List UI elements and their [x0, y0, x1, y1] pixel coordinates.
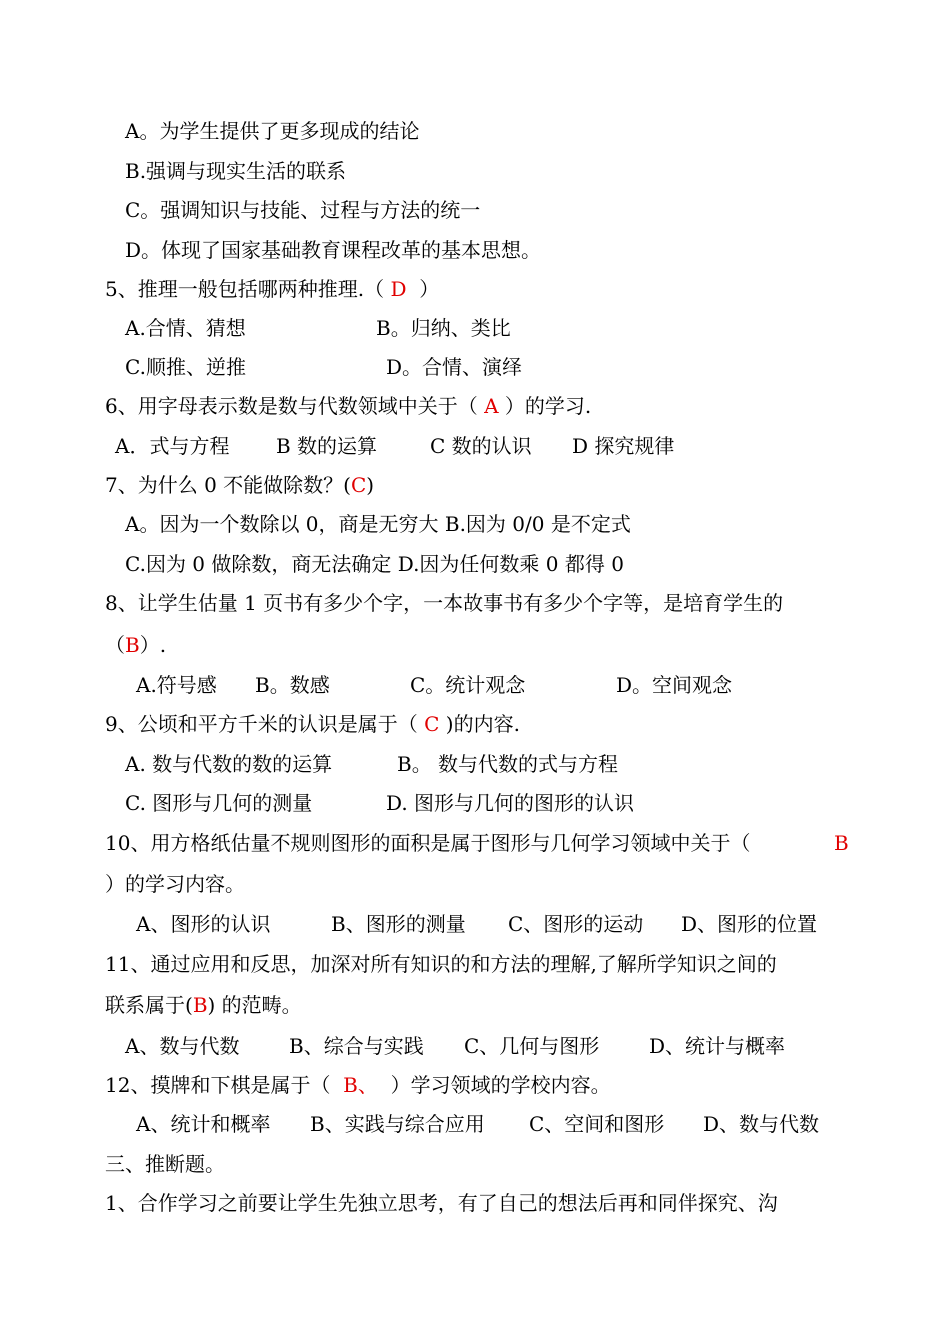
line-text: A.合情、猜想 — [125, 316, 246, 340]
text-line — [386, 355, 522, 379]
text-line — [136, 912, 270, 936]
line-text: 10、用方格纸估量不规则图形的面积是属于图形与几何学习领域中关于（ — [105, 831, 751, 855]
text-line — [105, 633, 166, 657]
line-text: B 数的运算 — [276, 434, 378, 458]
text-line — [105, 277, 439, 301]
line-text: A.符号感 — [136, 673, 217, 697]
line-text: B.强调与现实生活的联系 — [125, 159, 347, 183]
line-suffix: ）的学习. — [498, 394, 592, 418]
text-line — [105, 831, 750, 855]
line-text: D。合情、演绎 — [386, 355, 523, 379]
line-text: C、空间和图形 — [529, 1112, 665, 1136]
text-line — [397, 752, 618, 776]
line-text: 三、推断题。 — [105, 1152, 225, 1176]
line-text: C、图形的运动 — [508, 912, 644, 936]
line-text: C、几何与图形 — [464, 1034, 600, 1058]
text-line — [136, 1112, 270, 1136]
text-line — [649, 1034, 785, 1058]
text-line — [105, 394, 591, 418]
line-text: 12、摸牌和下棋是属于（ — [105, 1073, 344, 1097]
text-line — [125, 552, 624, 576]
line-suffix: ） — [406, 277, 440, 301]
answer-mark: B — [192, 993, 208, 1017]
answer-mark: B、 — [343, 1073, 378, 1097]
text-line — [376, 316, 511, 340]
text-line — [115, 434, 229, 458]
line-text: B。 数与代数的式与方程 — [397, 752, 619, 776]
text-line — [331, 912, 466, 936]
line-text: B、实践与综合应用 — [310, 1112, 485, 1136]
text-line — [276, 434, 377, 458]
line-suffix: ）. — [139, 633, 167, 657]
line-text: C。统计观念 — [410, 673, 526, 697]
line-text: 6、用字母表示数是数与代数领域中关于（ — [105, 394, 485, 418]
line-text: D. 图形与几何的图形的认识 — [386, 791, 635, 815]
text-line — [125, 752, 332, 776]
text-line — [572, 434, 674, 458]
answer-mark: C — [350, 473, 367, 497]
line-text: D。空间观念 — [616, 673, 733, 697]
line-text: 11、通过应用和反思，加深对所有知识的和方法的理解,了解所学知识之间的 — [105, 952, 777, 976]
line-text: C. 图形与几何的测量 — [125, 791, 313, 815]
text-line — [125, 198, 480, 222]
text-line — [105, 1191, 778, 1215]
line-suffix: ）学习领域的学校内容。 — [377, 1073, 611, 1097]
line-text: A、图形的认识 — [136, 912, 271, 936]
line-text: A．式与方程 — [115, 434, 230, 458]
line-text: B、图形的测量 — [331, 912, 466, 936]
text-line — [529, 1112, 664, 1136]
line-text: D、数与代数 — [703, 1112, 820, 1136]
line-text: D。体现了国家基础教育课程改革的基本思想。 — [125, 238, 542, 262]
text-line — [508, 912, 643, 936]
text-line — [386, 791, 634, 815]
line-suffix: ) — [366, 473, 375, 497]
text-line — [105, 872, 245, 896]
text-line — [125, 791, 312, 815]
text-line — [125, 512, 631, 536]
line-text: ）的学习内容。 — [105, 872, 245, 896]
line-text: C.因为 0 做除数，商无法确定 D.因为任何数乘 0 都得 0 — [125, 552, 624, 576]
line-text: 9、公顷和平方千米的认识是属于（ — [105, 712, 425, 736]
answer-mark: B — [125, 633, 140, 657]
line-text: D、图形的位置 — [681, 912, 818, 936]
line-text: C.顺推、逆推 — [125, 355, 246, 379]
text-line — [105, 1152, 225, 1176]
text-line — [105, 993, 302, 1017]
line-text: A。为学生提供了更多现成的结论 — [125, 119, 420, 143]
line-text: A、数与代数 — [125, 1034, 240, 1058]
text-line — [255, 673, 330, 697]
line-text: B。数感 — [255, 673, 330, 697]
text-line — [125, 159, 346, 183]
text-line — [105, 1073, 611, 1097]
line-text: （ — [105, 633, 125, 657]
answer-mark: A — [484, 394, 499, 418]
text-line — [105, 712, 520, 736]
text-line — [125, 355, 246, 379]
line-suffix: ) 的范畴。 — [207, 993, 302, 1017]
text-line — [834, 831, 849, 855]
line-text: B。归纳、类比 — [376, 316, 511, 340]
text-line — [410, 673, 525, 697]
text-line — [430, 434, 532, 458]
line-text: C。强调知识与技能、过程与方法的统一 — [125, 198, 481, 222]
text-line — [464, 1034, 599, 1058]
line-suffix: )的内容. — [439, 712, 520, 736]
text-line — [125, 238, 541, 262]
line-text: A. 数与代数的数的运算 — [125, 752, 333, 776]
text-line — [681, 912, 817, 936]
answer-mark: C — [424, 712, 440, 736]
text-line — [616, 673, 732, 697]
line-text: 8、让学生估量 1 页书有多少个字，一本故事书有多少个字等，是培育学生的 — [105, 591, 784, 615]
text-line — [105, 591, 783, 615]
line-text: 7、为什么 0 不能做除数？( — [105, 473, 351, 497]
line-text: 1、合作学习之前要让学生先独立思考，有了自己的想法后再和同伴探究、沟 — [105, 1191, 778, 1215]
line-text: D、统计与概率 — [649, 1034, 786, 1058]
text-line — [125, 1034, 239, 1058]
line-text: C 数的认识 — [430, 434, 532, 458]
line-text: A、统计和概率 — [136, 1112, 271, 1136]
text-line — [105, 952, 777, 976]
line-text: 5、推理一般包括哪两种推理.（ — [105, 277, 391, 301]
line-text: B、综合与实践 — [289, 1034, 424, 1058]
answer-mark: D — [390, 277, 407, 301]
answer-mark: B — [834, 831, 849, 855]
text-line — [125, 119, 419, 143]
line-text: D 探究规律 — [572, 434, 675, 458]
line-text: A。因为一个数除以 0，商是无穷大 B.因为 0/0 是不定式 — [125, 512, 631, 536]
text-line — [136, 673, 217, 697]
text-line — [310, 1112, 485, 1136]
text-line — [703, 1112, 819, 1136]
line-text: 联系属于( — [105, 993, 193, 1017]
text-line — [289, 1034, 424, 1058]
text-line — [125, 316, 246, 340]
text-line — [105, 473, 374, 497]
